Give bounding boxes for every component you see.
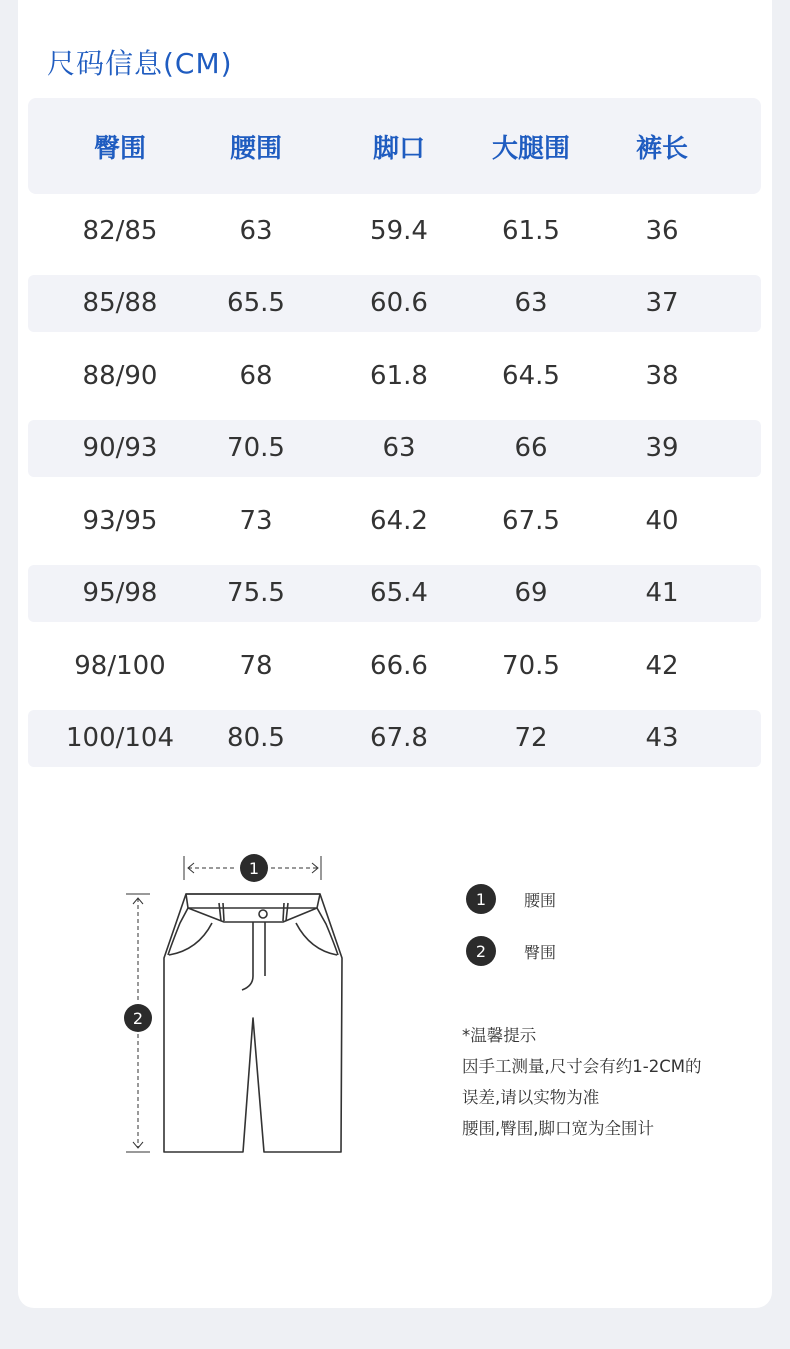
table-cell: 82/85 [82, 215, 158, 246]
table-cell: 64.2 [370, 505, 428, 536]
legend-label: 臀围 [524, 943, 557, 962]
table-row [28, 275, 761, 332]
header-waist: 腰围 [229, 133, 282, 164]
tips [462, 1020, 762, 1144]
table-cell: 88/90 [82, 360, 158, 391]
header-length: 裤长 [635, 133, 688, 164]
table-cell: 73 [239, 505, 273, 536]
legend-label: 腰围 [524, 891, 557, 910]
table-cell: 40 [645, 505, 679, 536]
table-cell: 70.5 [227, 433, 285, 463]
size-table [28, 98, 761, 767]
marker-1-label: 1 [248, 859, 260, 878]
table-cell: 80.5 [227, 723, 285, 753]
table-cell: 65.4 [370, 578, 428, 608]
table-row [28, 347, 761, 404]
tips-line: 腰围,臀围,脚口宽为全围计 [462, 1119, 654, 1138]
table-cell: 42 [645, 650, 679, 681]
table-cell: 98/100 [74, 650, 166, 681]
table-header [28, 98, 761, 194]
table-cell: 72 [514, 723, 548, 753]
table-cell: 66 [514, 433, 548, 463]
table-cell: 43 [645, 723, 679, 753]
table-cell: 39 [645, 433, 679, 463]
table-cell: 93/95 [82, 505, 158, 536]
table-cell: 67.5 [502, 505, 560, 536]
table-cell: 100/104 [65, 723, 174, 753]
table-row [28, 202, 761, 259]
table-cell: 38 [645, 360, 679, 391]
table-cell: 66.6 [370, 650, 428, 681]
table-row [28, 710, 761, 767]
table-row [28, 420, 761, 477]
legend-number-2: 2 [466, 936, 496, 966]
table-cell: 85/88 [82, 288, 158, 318]
marker-2-label: 2 [132, 1009, 144, 1028]
table-cell: 36 [645, 215, 679, 246]
header-hip: 臀围 [93, 133, 146, 164]
table-cell: 69 [514, 578, 548, 608]
legend-number-1: 1 [466, 884, 496, 914]
table-cell: 63 [514, 288, 548, 318]
table-cell: 65.5 [227, 288, 285, 318]
table-cell: 61.5 [502, 215, 560, 246]
shorts-diagram [120, 848, 360, 1160]
table-cell: 64.5 [502, 360, 560, 391]
table-cell: 60.6 [370, 288, 428, 318]
table-cell: 41 [645, 578, 679, 608]
table-row [28, 565, 761, 622]
table-cell: 59.4 [370, 215, 428, 246]
table-cell: 37 [645, 288, 679, 318]
table-cell: 78 [239, 650, 273, 681]
header-hem: 脚口 [372, 133, 425, 164]
table-cell: 95/98 [82, 578, 158, 608]
tips-heading: *温馨提示 [462, 1026, 537, 1045]
table-row [28, 637, 761, 694]
table-cell: 67.8 [370, 723, 428, 753]
tips-line: 误差,请以实物为准 [462, 1088, 600, 1107]
table-cell: 70.5 [502, 650, 560, 681]
table-cell: 61.8 [370, 360, 428, 391]
header-thigh: 大腿围 [491, 133, 570, 164]
table-cell: 68 [239, 360, 273, 391]
table-cell: 75.5 [227, 578, 285, 608]
shorts-outline [164, 894, 342, 1152]
page-title: 尺码信息(CM) [47, 47, 233, 80]
table-cell: 63 [382, 433, 416, 463]
tips-line: 因手工测量,尺寸会有约1-2CM的 [462, 1057, 702, 1076]
table-cell: 90/93 [82, 433, 158, 463]
table-row [28, 492, 761, 549]
table-cell: 63 [239, 215, 273, 246]
